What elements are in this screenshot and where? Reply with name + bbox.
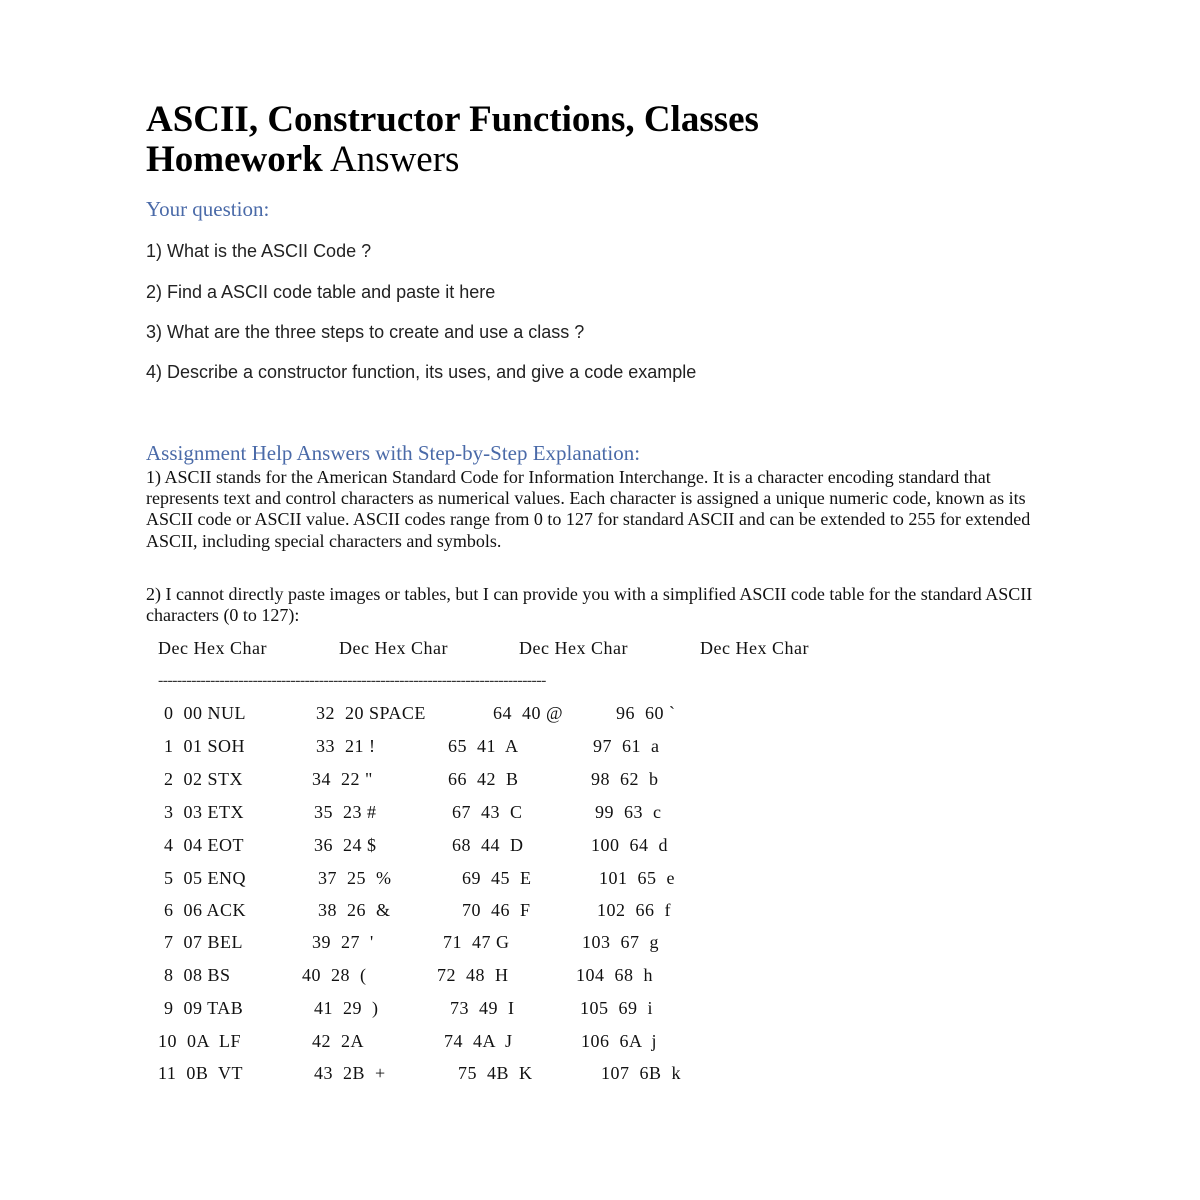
table-cell: 70 46 F — [462, 900, 531, 920]
table-cell: 9 09 TAB — [164, 998, 244, 1018]
document-title — [146, 100, 759, 180]
table-cell: 104 68 h — [576, 965, 653, 985]
answer-heading: Assignment Help Answers with Step-by-Step Explanation: — [146, 441, 641, 465]
table-cell: 74 4A J — [444, 1031, 513, 1051]
title-line-2-normal: Answers — [322, 139, 460, 180]
table-cell: 105 69 i — [580, 998, 654, 1018]
question-heading: Your question: — [146, 197, 270, 221]
table-cell: 32 20 SPACE — [316, 703, 426, 723]
table-cell: 71 47 G — [443, 932, 510, 952]
table-cell: 35 23 # — [314, 802, 377, 822]
table-cell: 100 64 d — [591, 835, 668, 855]
table-cell: 97 61 a — [593, 736, 660, 756]
table-cell: 2 02 STX — [164, 769, 244, 789]
table-cell: 72 48 H — [437, 965, 509, 985]
table-header-col-3: Dec Hex Char — [519, 638, 628, 658]
table-cell: 107 6B k — [601, 1063, 682, 1083]
table-cell: 38 26 & — [318, 900, 391, 920]
table-cell: 5 05 ENQ — [164, 868, 246, 888]
table-header-col-4: Dec Hex Char — [700, 638, 809, 658]
table-cell: 65 41 A — [448, 736, 519, 756]
table-cell: 99 63 c — [595, 802, 662, 822]
question-1: 1) What is the ASCII Code ? — [146, 241, 372, 261]
table-cell: 4 04 EOT — [164, 835, 244, 855]
table-cell: 43 2B + — [314, 1063, 386, 1083]
answer-1: 1) ASCII stands for the American Standard Code for Information Interchange. It is a character encoding standard that represents text and control characters as numerical values. Each character is assigned a unique numeric code, known as its ASCII code or ASCII value. ASCII codes range from 0 to 127 for standard ASCII and can be extended to 255 for extended ASCII, including special characters and symbols. — [146, 467, 1031, 551]
question-2: 2) Find a ASCII code table and paste it here — [146, 282, 496, 302]
table-cell: 10 0A LF — [158, 1031, 242, 1051]
question-4: 4) Describe a constructor function, its uses, and give a code example — [146, 362, 697, 382]
table-cell: 98 62 b — [591, 769, 659, 789]
table-cell: 3 03 ETX — [164, 802, 244, 822]
question-3: 3) What are the three steps to create and use a class ? — [146, 322, 585, 342]
table-cell: 73 49 I — [450, 998, 515, 1018]
table-cell: 103 67 g — [582, 932, 659, 952]
table-cell: 6 06 ACK — [164, 900, 247, 920]
table-cell: 96 60 ` — [616, 703, 676, 723]
table-cell: 69 45 E — [462, 868, 532, 888]
title-line-2-bold: Homework — [146, 139, 323, 180]
table-cell: 7 07 BEL — [164, 932, 243, 952]
table-cell: 64 40 @ — [493, 703, 564, 723]
table-cell: 66 42 B — [448, 769, 519, 789]
table-cell: 102 66 f — [597, 900, 671, 920]
table-header-col-2: Dec Hex Char — [339, 638, 448, 658]
table-header-col-1: Dec Hex Char — [158, 638, 267, 658]
table-cell: 39 27 ' — [312, 932, 374, 952]
table-cell: 36 24 $ — [314, 835, 377, 855]
title-line-1: ASCII, Constructor Functions, Classes — [146, 99, 759, 140]
table-cell: 37 25 % — [318, 868, 392, 888]
table-cell: 8 08 BS — [164, 965, 231, 985]
table-cell: 106 6A j — [581, 1031, 658, 1051]
table-cell: 75 4B K — [458, 1063, 533, 1083]
table-cell: 0 00 NUL — [164, 703, 246, 723]
table-separator: ---------------------------------------------------------------------------------- — [158, 672, 546, 689]
table-cell: 41 29 ) — [314, 998, 379, 1018]
table-cell: 40 28 ( — [302, 965, 367, 985]
table-cell: 101 65 e — [599, 868, 675, 888]
table-cell: 68 44 D — [452, 835, 524, 855]
table-cell: 33 21 ! — [316, 736, 376, 756]
table-cell: 11 0B VT — [158, 1063, 244, 1083]
table-cell: 1 01 SOH — [164, 736, 246, 756]
table-cell: 34 22 " — [312, 769, 373, 789]
table-cell: 67 43 C — [452, 802, 523, 822]
table-cell: 42 2A — [312, 1031, 364, 1051]
answer-2: 2) I cannot directly paste images or tables, but I can provide you with a simplified ASCII code table for the standard ASCII characters (0 to 127): — [146, 584, 1033, 626]
